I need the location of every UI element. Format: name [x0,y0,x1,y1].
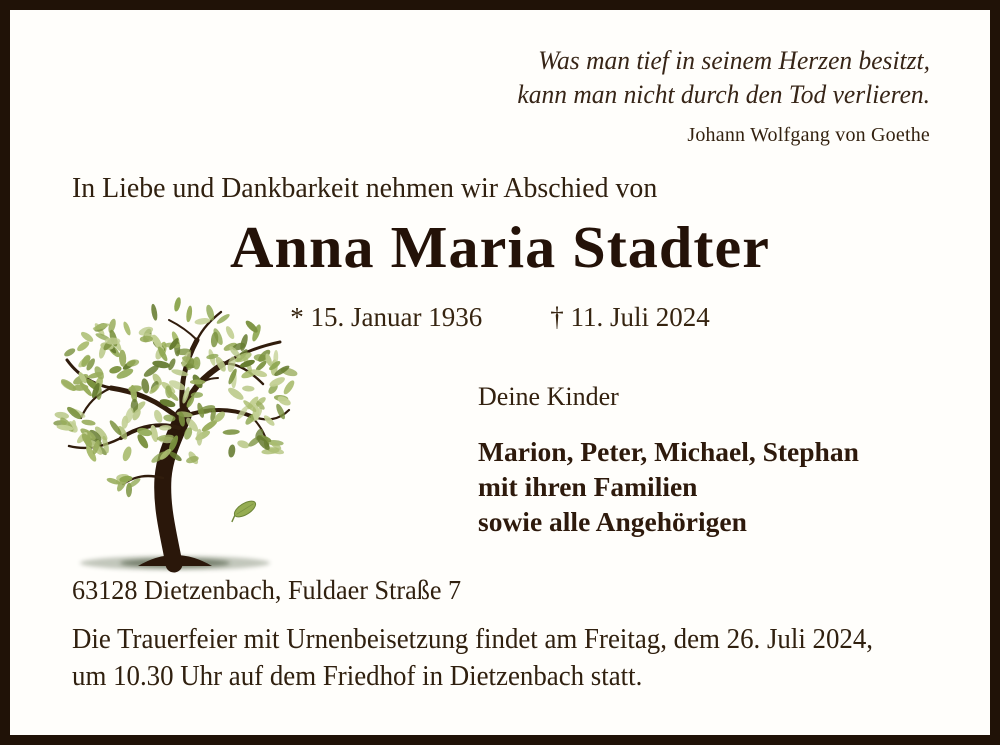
funeral-line-1: Die Trauerfeier mit Urnenbeisetzung findet am Freitag, dem 26. Juli 2024, [72,624,873,655]
quote-line-1: Was man tief in seinem Herzen besitzt, [538,46,930,75]
mourners-block [478,382,859,539]
obituary-sheet [10,10,990,735]
intro-line: In Liebe und Dankbarkeit nehmen wir Abschied von [72,172,658,204]
quote-line-2: kann man nicht durch den Tod verlieren. [517,80,930,109]
memorial-tree-icon [38,296,306,578]
funeral-line-2: um 10.30 Uhr auf dem Friedhof in Dietzenbach statt. [72,661,643,692]
mourners-line-2: mit ihren Familien [478,471,698,502]
mourners-line-1: Marion, Peter, Michael, Stephan [478,436,859,467]
tree-leaves [53,297,298,498]
falling-leaf-icon [227,498,258,523]
mourners-line-3: sowie alle Angehörigen [478,506,747,537]
memorial-tree-graphic [38,296,306,578]
funeral-info [72,621,873,695]
birth-date: * 15. Januar 1936 [290,302,483,332]
deceased-name: Anna Maria Stadter [230,214,770,280]
quote-block [509,44,930,147]
quote-attribution: Johann Wolfgang von Goethe [687,124,930,146]
death-date: † 11. Juli 2024 [550,302,710,332]
mourners-salutation: Deine Kinder [478,382,619,411]
address-line: 63128 Dietzenbach, Fuldaer Straße 7 [72,575,462,605]
mourners-names [478,434,859,539]
